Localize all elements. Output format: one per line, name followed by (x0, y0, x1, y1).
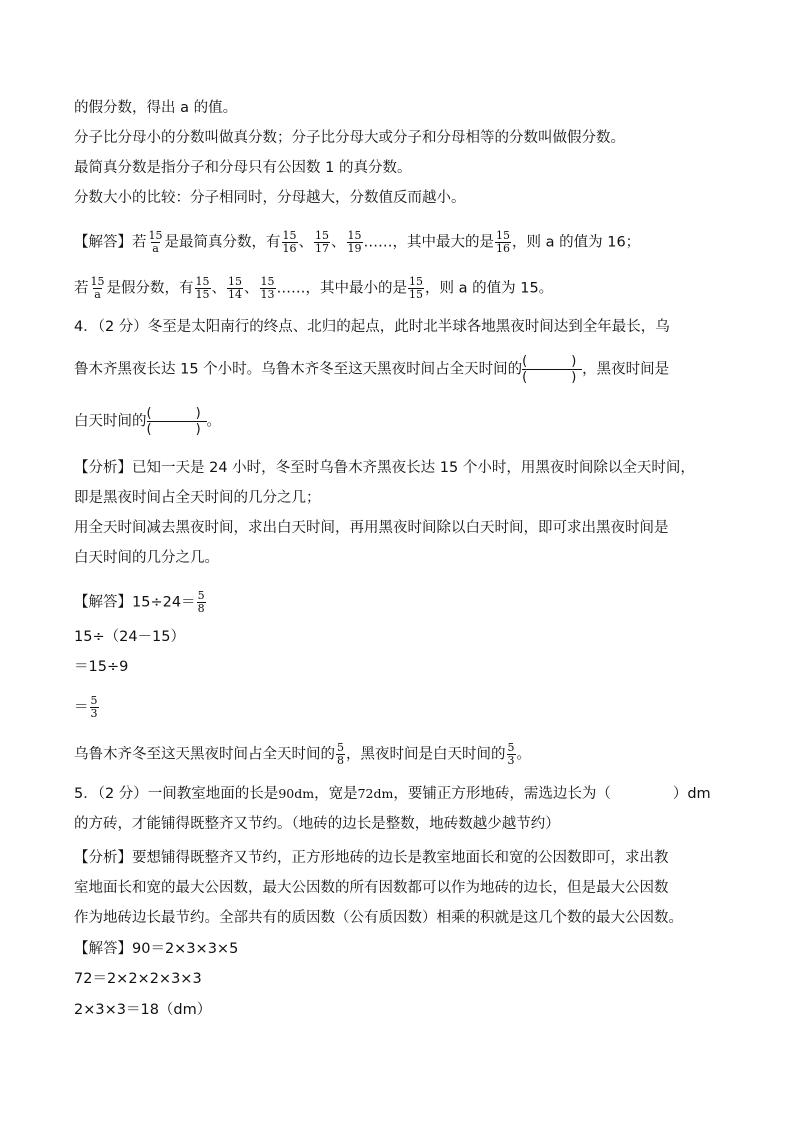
fraction: $\frac{15}{15}$ (195, 275, 210, 301)
text-line: 分数大小的比较：分子相同时，分母越大，分数值反而越小。 (74, 190, 466, 206)
answer-line: ＝ $\frac{5}{3}$ (74, 694, 98, 720)
question-line: 鲁木齐黑夜长达 15 个小时。乌鲁木齐冬至这天黑夜时间占全天时间的 ( ) ( ) ，黑夜时间是 (74, 354, 670, 385)
fraction: $\frac{15}{19}$ (347, 229, 362, 255)
text-line: 作为地砖边长最节约。全部共有的质因数（公有质因数）相乘的积就是这几个数的最大公因数。 (74, 910, 683, 926)
fraction: $\frac{5}{3}$ (507, 741, 515, 767)
fraction: $\frac{5}{3}$ (90, 694, 98, 720)
text-line: 【分析】已知一天是 24 小时，冬至时乌鲁木齐黑夜长达 15 个小时，用黑夜时间除以全天时间， (74, 460, 695, 476)
fraction: $\frac{15}{15}$ (409, 275, 423, 301)
answer-line: 乌鲁木齐冬至这天黑夜时间占全天时间的 $\frac{5}{8}$ ，黑夜时间是白天时间的 $\frac{5}{3}$ 。 (74, 741, 531, 767)
question-line: 白天时间的 ( ) ( ) 。 (74, 406, 221, 437)
fraction: $\frac{5}{8}$ (337, 741, 344, 767)
fraction-blank[interactable]: ( ) ( ) (147, 406, 207, 437)
text-line: 【解答】90＝2×3×3×5 (74, 941, 239, 957)
answer-line: 【解答】15÷24＝ $\frac{5}{8}$ (74, 589, 205, 615)
fraction: $\frac{15}{13}$ (260, 275, 275, 301)
text-line: 分子比分母小的分数叫做真分数；分子比分母大或分子和分母相等的分数叫做假分数。 (74, 130, 625, 146)
text-line: ＝15÷9 (74, 659, 129, 675)
text-line: 72＝2×2×2×3×3 (74, 971, 202, 987)
text-line: 15÷（24－15） (74, 629, 186, 645)
text-line: 用全天时间减去黑夜时间，求出白天时间，再用黑夜时间除以白天时间，即可求出黑夜时间是 (74, 520, 669, 536)
fraction: $\frac{15}{a}$ (148, 229, 163, 255)
fraction: $\frac{5}{8}$ (197, 589, 205, 615)
fraction: $\frac{15}{a}$ (90, 275, 105, 301)
text-line: 最简真分数是指分子和分母只有公因数 1 的真分数。 (74, 160, 412, 176)
fraction: $\frac{15}{16}$ (282, 229, 297, 255)
text-line: 白天时间的几分之几。 (74, 550, 219, 566)
text-line: 的方砖，才能铺得既整齐又节约。（地砖的边长是整数，地砖数越少越节约） (74, 816, 560, 832)
answer-line: 若 $\frac{15}{a}$ 是假分数，有 $\frac{15}{15}$ 、 $\frac{15}{14}$ 、 $\frac{15}{13}$ ……，其中最小的是 $\frac{15}{15}$ ，则 a 的值为 15。 (74, 275, 554, 301)
text-line: 即是黑夜时间占全天时间的几分之几； (74, 490, 321, 506)
question-title: 4．（2 分）冬至是太阳南行的终点、北归的起点，此时北半球各地黑夜时间达到全年最长，乌 (74, 319, 670, 335)
text-line: 2×3×3＝18（dm） (74, 1002, 212, 1018)
question-title: 5．（2 分）一间教室地面的长是90dm，宽是72dm，要铺正方形地砖，需选边长为（ ）dm (74, 786, 711, 802)
fraction-blank[interactable]: ( ) ( ) (522, 354, 582, 385)
answer-line: 【解答】若 $\frac{15}{a}$ 是最简真分数，有 $\frac{15}{16}$ 、 $\frac{15}{17}$ 、 $\frac{15}{19}$ ……，其中最大的是 $\frac{15}{16}$ ，则 a 的值为 16； (74, 229, 641, 255)
text-line: 室地面长和宽的最大公因数，最大公因数的所有因数都可以作为地砖的边长，但是最大公因数 (74, 880, 669, 896)
fraction: $\frac{15}{14}$ (228, 275, 242, 301)
fraction: $\frac{15}{17}$ (315, 229, 329, 255)
text-line: 的假分数，得出 a 的值。 (74, 100, 238, 116)
text-line: 【分析】要想铺得既整齐又节约，正方形地砖的边长是教室地面长和宽的公因数即可，求出教 (74, 850, 669, 866)
fraction: $\frac{15}{16}$ (496, 229, 510, 255)
